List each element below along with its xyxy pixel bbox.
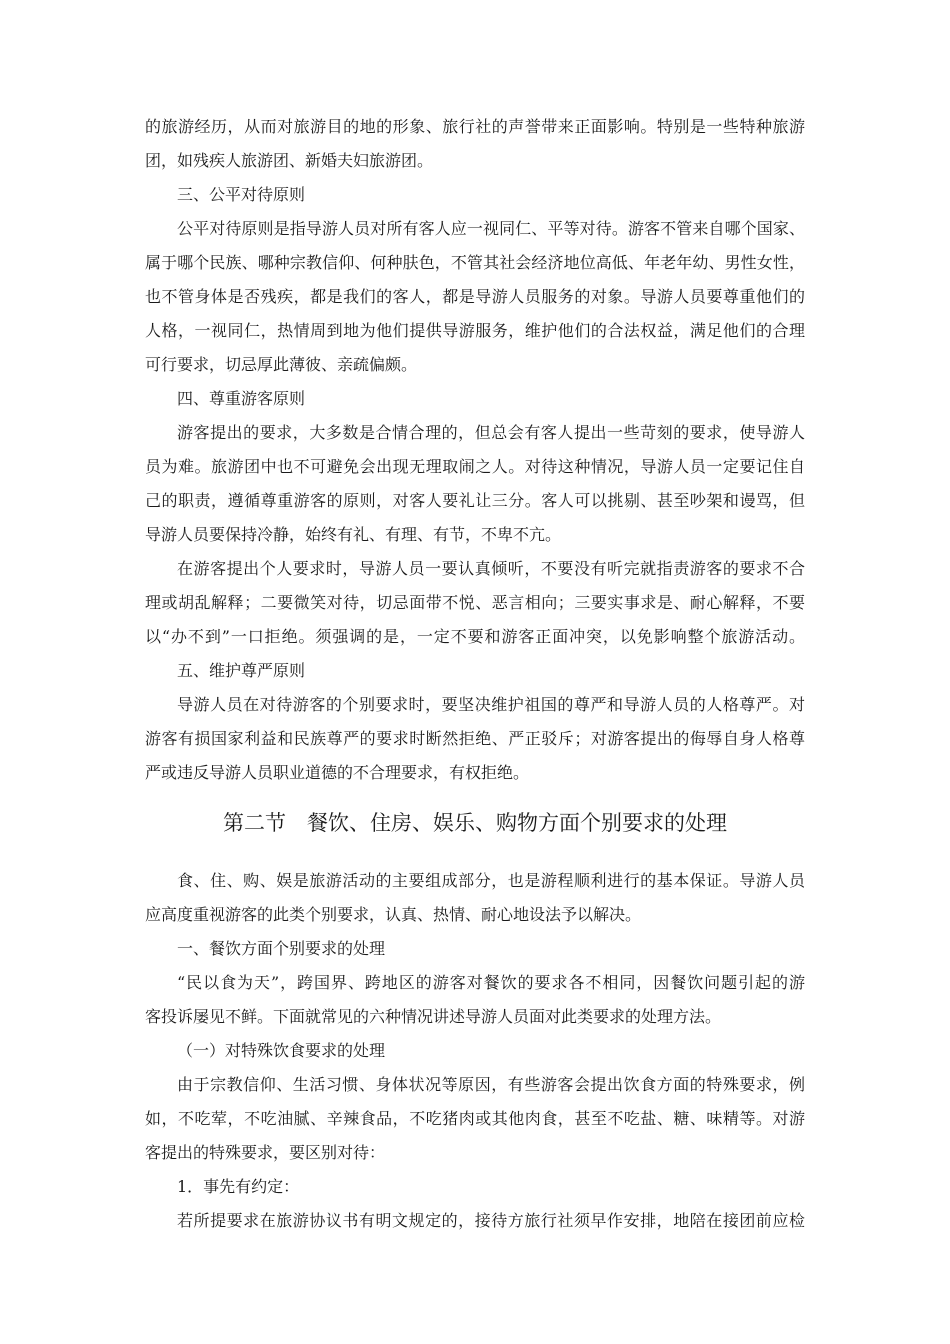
subsection-heading: 四、尊重游客原则 <box>177 389 306 408</box>
subsection-heading: （一）对特殊饮食要求的处理 <box>177 1041 386 1060</box>
body-line: 应高度重视游客的此类个别要求，认真、热情、耐心地设法予以解决。 <box>145 905 642 924</box>
subsection-heading: 五、维护尊严原则 <box>177 661 306 680</box>
section-title: 第二节 餐饮、住房、娱乐、购物方面个别要求的处理 <box>223 811 727 835</box>
body-line: 由于宗教信仰、生活习惯、身体状况等原因，有些游客会提出饮食方面的特殊要求，例 <box>177 1075 805 1094</box>
body-line: “民以食为天”，跨国界、跨地区的游客对餐饮的要求各不相同，因餐饮问题引起的游 <box>177 973 805 992</box>
body-line: 游客提出的要求，大多数是合情合理的，但总会有客人提出一些苛刻的要求，使导游人 <box>177 423 805 442</box>
subsection-heading: 三、公平对待原则 <box>177 185 306 204</box>
body-line: 己的职责，遵循尊重游客的原则，对客人要礼让三分。客人可以挑剔、甚至吵架和谩骂，但 <box>145 491 805 510</box>
body-line: 如，不吃荤，不吃油腻、辛辣食品，不吃猪肉或其他肉食，甚至不吃盐、糖、味精等。对游 <box>145 1109 805 1128</box>
body-line: 客投诉屡见不鲜。下面就常见的六种情况讲述导游人员面对此类要求的处理方法。 <box>145 1007 722 1026</box>
body-line: 食、住、购、娱是旅游活动的主要组成部分，也是游程顺利进行的基本保证。导游人员 <box>177 871 805 890</box>
body-line: 严或违反导游人员职业道德的不合理要求，有权拒绝。 <box>145 763 530 782</box>
body-line: 也不管身体是否残疾，都是我们的客人，都是导游人员服务的对象。导游人员要尊重他们的 <box>145 287 805 306</box>
body-line: 员为难。旅游团中也不可避免会出现无理取闹之人。对待这种情况，导游人员一定要记住自 <box>145 457 805 476</box>
body-line: 导游人员在对待游客的个别要求时，要坚决维护祖国的尊严和导游人员的人格尊严。对 <box>177 695 805 714</box>
body-line: 导游人员要保持冷静，始终有礼、有理、有节，不卑不亢。 <box>145 525 562 544</box>
body-line: 的旅游经历，从而对旅游目的地的形象、旅行社的声誉带来正面影响。特别是一些特种旅游 <box>145 117 805 136</box>
body-line: 可行要求，切忌厚此薄彼、亲疏偏颇。 <box>145 355 418 374</box>
body-line: 理或胡乱解释；二要微笑对待，切忌面带不悦、恶言相向；三要实事求是、耐心解释，不要 <box>145 593 805 612</box>
body-line: 公平对待原则是指导游人员对所有客人应一视同仁、平等对待。游客不管来自哪个国家、 <box>177 219 805 238</box>
body-line: 客提出的特殊要求，要区别对待： <box>145 1143 386 1162</box>
body-line: 团，如残疾人旅游团、新婚夫妇旅游团。 <box>145 151 434 170</box>
body-line: 属于哪个民族、哪种宗教信仰、何种肤色，不管其社会经济地位高低、年老年幼、男性女性， <box>145 253 805 272</box>
subsection-heading: 一、餐饮方面个别要求的处理 <box>177 939 386 958</box>
body-line: 游客有损国家利益和民族尊严的要求时断然拒绝、严正驳斥；对游客提出的侮辱自身人格尊 <box>145 729 805 748</box>
body-line: 在游客提出个人要求时，导游人员一要认真倾听，不要没有听完就指责游客的要求不合 <box>177 559 805 578</box>
list-item-heading: 1．事先有约定： <box>177 1177 300 1196</box>
body-line: 若所提要求在旅游协议书有明文规定的，接待方旅行社须早作安排，地陪在接团前应检 <box>177 1211 805 1230</box>
body-line: 人格，一视同仁，热情周到地为他们提供导游服务，维护他们的合法权益，满足他们的合理 <box>145 321 805 340</box>
body-line: 以“办不到”一口拒绝。须强调的是，一定不要和游客正面冲突，以免影响整个旅游活动。 <box>145 627 805 646</box>
